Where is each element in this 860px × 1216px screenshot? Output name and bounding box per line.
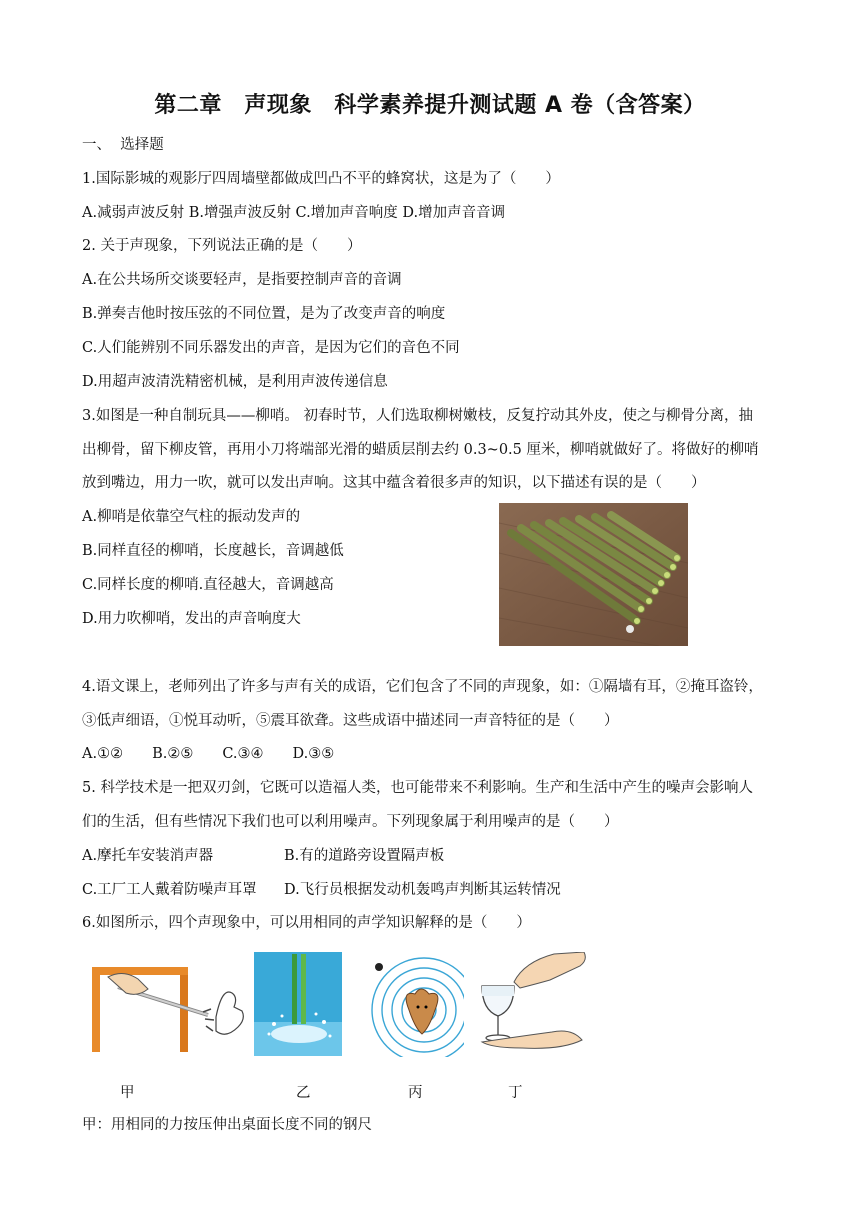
q2-option-a: A.在公共场所交谈要轻声，是指要控制声音的音调 [82, 272, 402, 288]
q5-option-a: A.摩托车安装消声器 [82, 848, 214, 864]
q3-stem-line2: 出柳骨，留下柳皮管，再用小刀将端部光滑的蜡质层削去约 0.3~0.5 厘米，柳哨就做好了。将做好的柳哨 [82, 442, 759, 458]
q3-stem-line1: 3.如图是一种自制玩具——柳哨。 初春时节，人们选取柳树嫩枝，反复拧动其外皮，使之与柳骨分离，抽 [82, 408, 753, 424]
wine-glass-hand-image [474, 952, 588, 1054]
q3-option-c: C.同样长度的柳哨.直径越大，音调越高 [82, 577, 334, 593]
q4-options: A.①② B.②⑤ C.③④ D.③⑤ [82, 746, 335, 762]
q3-option-a: A.柳哨是依靠空气柱的振动发声的 [82, 509, 301, 525]
q2-option-c: C.人们能辨别不同乐器发出的声音，是因为它们的音色不同 [82, 340, 460, 356]
q4-stem-line2: ③低声细语，①悦耳动听，⑤震耳欲聋。这些成语中描述同一声音特征的是（ ） [82, 713, 619, 729]
ruler-on-desk-image [88, 957, 248, 1057]
q3-option-b: B.同样直径的柳哨，长度越长，音调越低 [82, 543, 344, 559]
q6-stem: 6.如图所示，四个声现象中，可以用相同的声学知识解释的是（ ） [82, 915, 531, 931]
bat-echolocation-image [364, 955, 464, 1057]
q2-stem: 2. 关于声现象，下列说法正确的是（ ） [82, 238, 362, 254]
caption-bing: 丙 [408, 1085, 423, 1101]
q1-stem: 1.国际影城的观影厅四周墙壁都做成凹凸不平的蜂窝状，这是为了（ ） [82, 171, 560, 187]
q6-desc-jia: 甲：用相同的力按压伸出桌面长度不同的钢尺 [82, 1117, 372, 1133]
willow-whistle-photo [499, 503, 688, 646]
q3-stem-line3: 放到嘴边，用力一吹，就可以发出声响。这其中蕴含着很多声的知识，以下描述有误的是（ ） [82, 475, 706, 491]
q2-option-d: D.用超声波清洗精密机械，是利用声波传递信息 [82, 374, 388, 390]
q5-option-d: D.飞行员根据发动机轰鸣声判断其运转情况 [284, 882, 561, 898]
tuning-fork-water-image [254, 952, 342, 1056]
q1-options: A.减弱声波反射 B.增强声波反射 C.增加声音响度 D.增加声音音调 [82, 205, 506, 221]
caption-yi: 乙 [296, 1085, 311, 1101]
caption-jia: 甲 [120, 1085, 135, 1101]
caption-ding: 丁 [508, 1085, 523, 1101]
q2-option-b: B.弹奏吉他时按压弦的不同位置，是为了改变声音的响度 [82, 306, 446, 322]
section-heading: 一、 选择题 [82, 137, 164, 153]
q5-option-b: B.有的道路旁设置隔声板 [284, 848, 445, 864]
q5-option-c: C.工厂工人戴着防噪声耳罩 [82, 882, 257, 898]
q5-stem-line2: 们的生活，但有些情况下我们也可以利用噪声。下列现象属于利用噪声的是（ ） [82, 814, 619, 830]
page-title: 第二章 声现象 科学素养提升测试题 A 卷（含答案） [154, 93, 706, 118]
q5-stem-line1: 5. 科学技术是一把双刃剑，它既可以造福人类，也可能带来不利影响。生产和生活中产生的噪声会影响人 [82, 780, 753, 796]
q4-stem-line1: 4.语文课上，老师列出了许多与声有关的成语，它们包含了不同的声现象，如：①隔墙有耳，②掩耳盗铃， [82, 679, 763, 695]
q3-option-d: D.用力吹柳哨，发出的声音响度大 [82, 611, 301, 627]
